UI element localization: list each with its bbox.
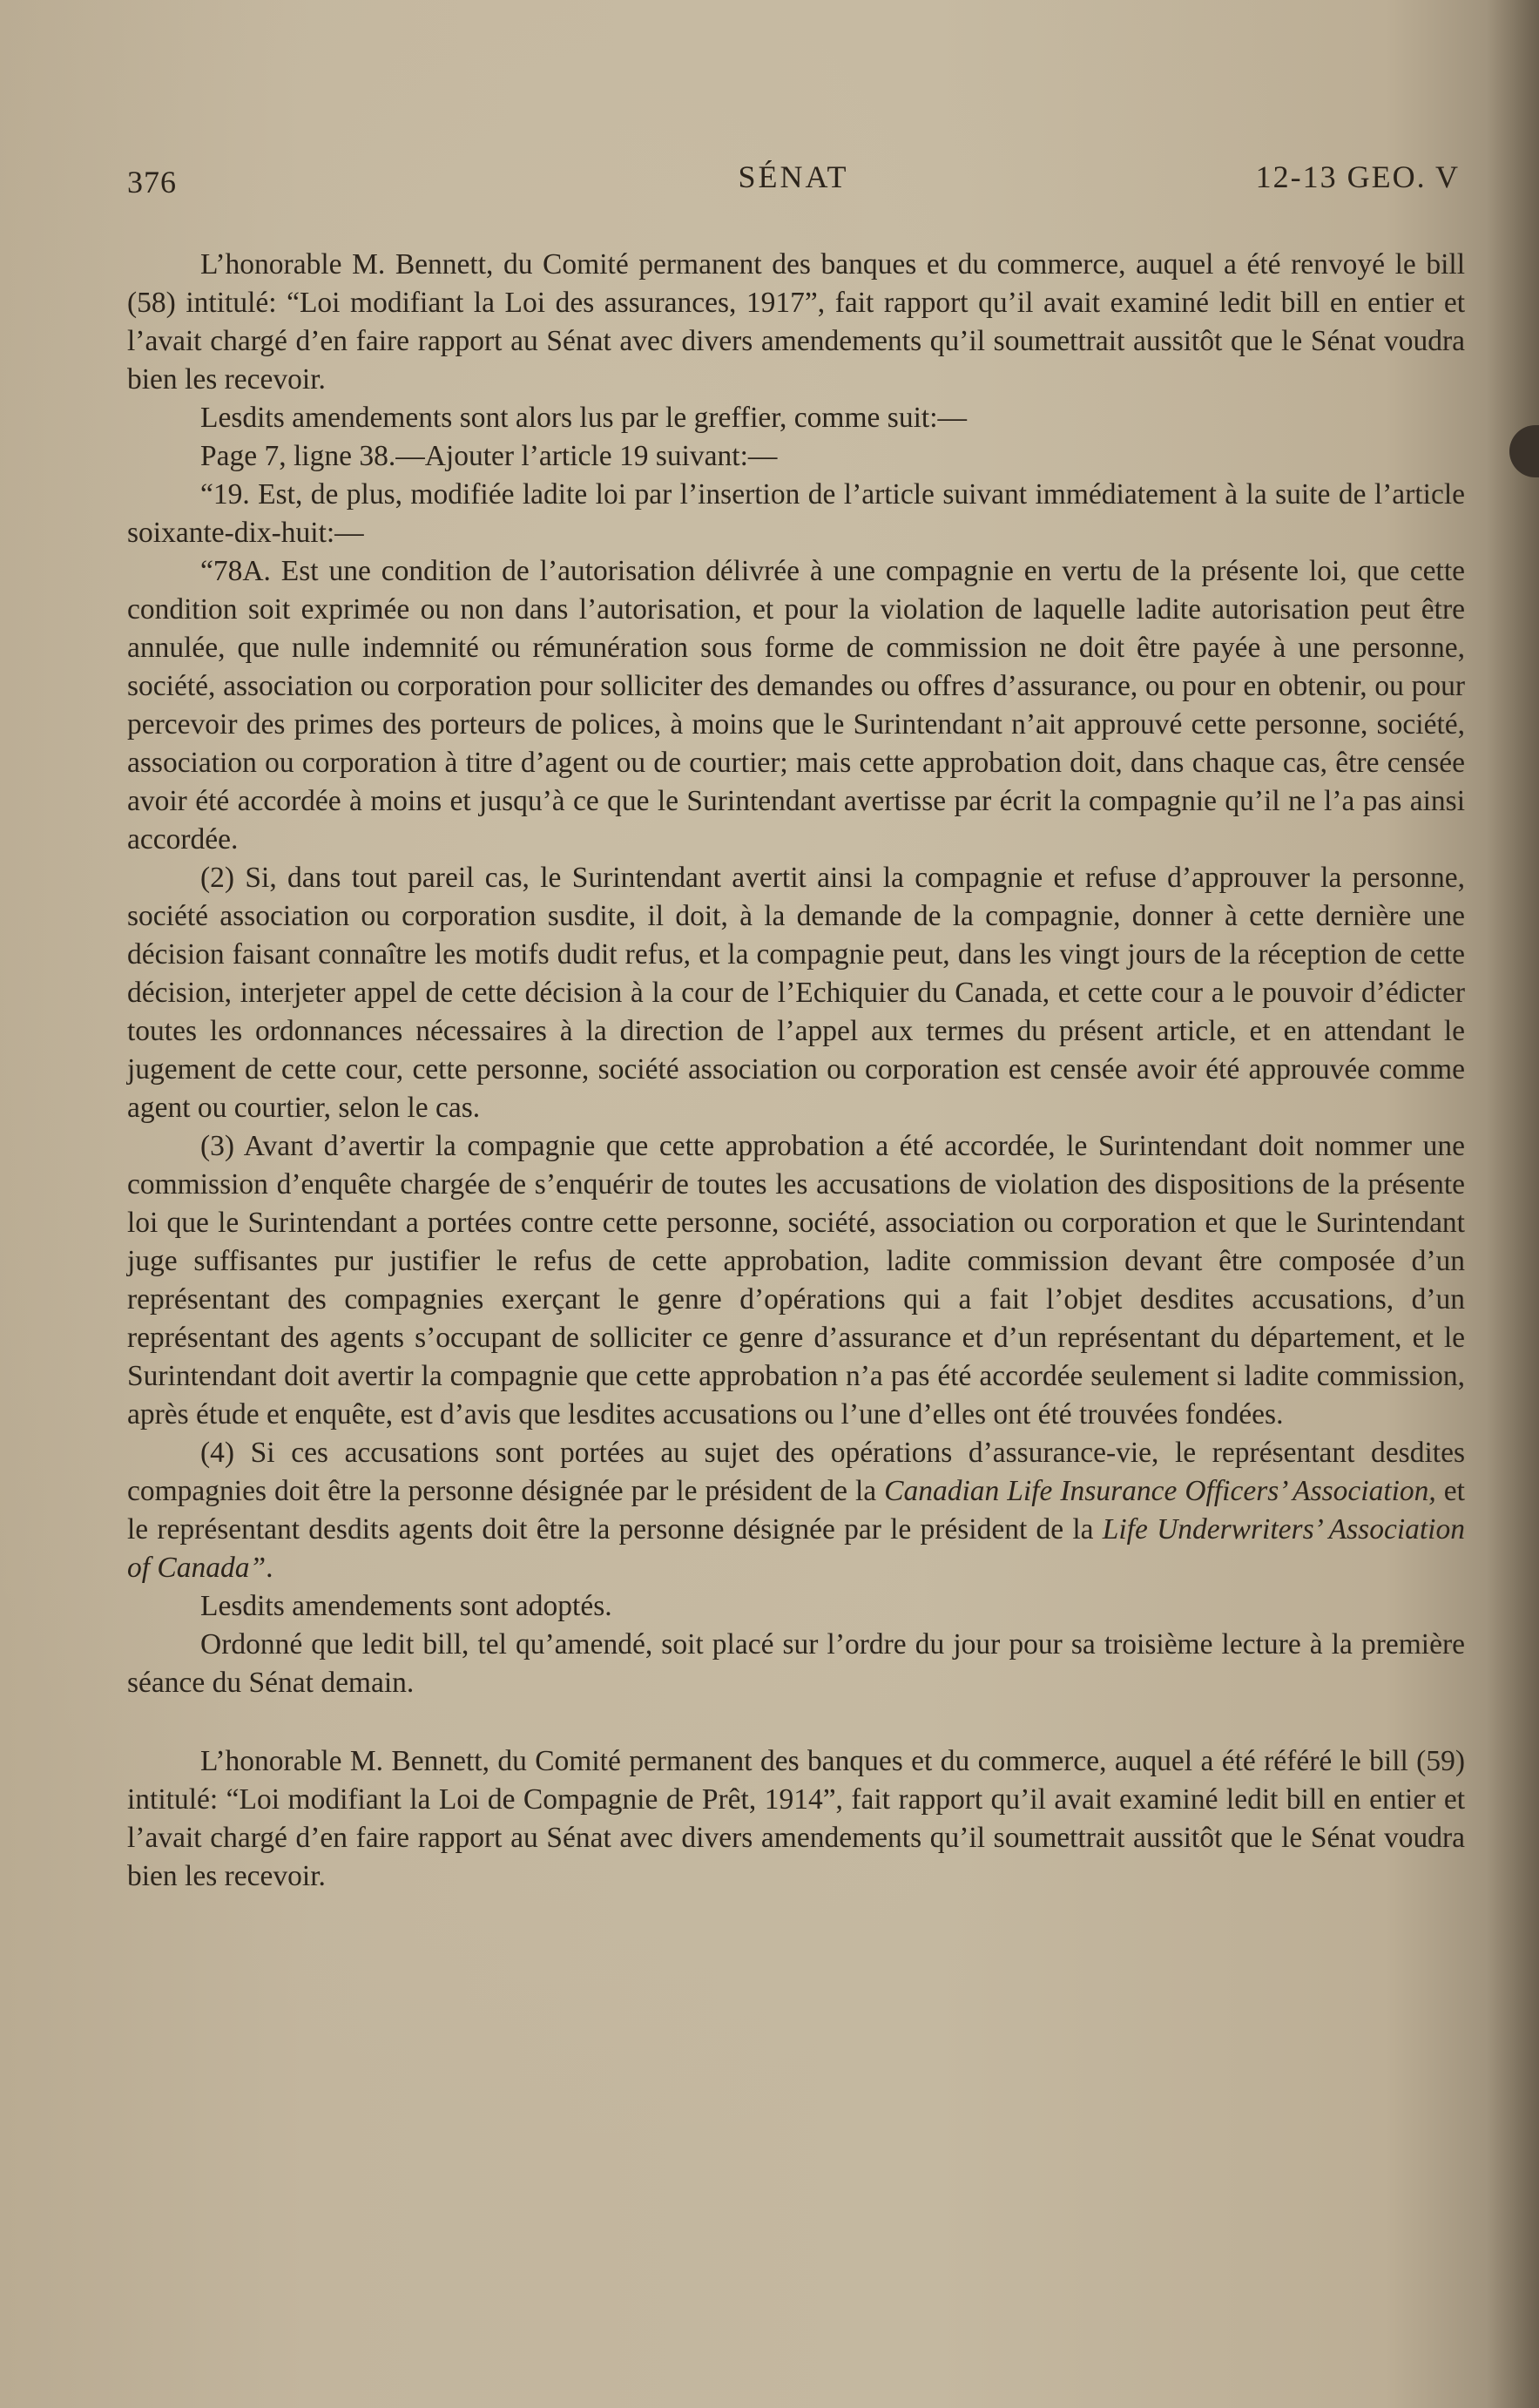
subsection-4-middle: et le représentant desdits agents doit être la personne désignée par le président de la: [127, 1475, 1465, 1546]
paragraph-page-line: Page 7, ligne 38.—Ajouter l’article 19 suivant:—: [200, 440, 778, 472]
subsection-4-before: (4) Si ces accusations sont portées au sujet des opérations d’assurance-vie, le représentant desdites compagnies doit être la personne désignée par le président de la: [127, 1437, 1465, 1507]
paragraph-section-19: “19. Est, de plus, modifiée ladite loi par l’insertion de l’article suivant immédiatement à la suite de l’article soixante-dix-huit:—: [127, 478, 1465, 549]
paragraph-section-78a: “78A. Est une condition de l’autorisation délivrée à une compagnie en vertu de la présente loi, que cette condition soit exprimée ou non dans l’autorisation, et pour la violation de laquelle ladite autorisation peut être annulée, que nulle indemnité ou rémunération sous forme de commission ne doit être payée à une personne, société, association ou corporation pour solliciter des demandes ou offres d’assurance, ou pour en obtenir, ou pour percevoir des primes des porteurs de polices, à moins que le Surintendant n’ait approuvé cette personne, société, association ou corporation à titre d’agent ou de courtier; mais cette approbation doit, dans chaque cas, être censée avoir été accordée à moins et jusqu’à ce que le Surintendant avertisse par écrit la compagnie qu’il ne l’a pas ainsi accordée.: [127, 555, 1465, 856]
running-header: [127, 159, 1460, 202]
paragraph-subsection-2: (2) Si, dans tout pareil cas, le Surintendant avertit ainsi la compagnie et refuse d’approuver la personne, société association ou corporation susdite, il doit, à la demande de la compagnie, donner à cette dernière une décision faisant connaître les motifs dudit refus, et la compagnie peut, dans les vingt jours de la réception de cette décision, interjeter appel de cette décision à la cour de l’Echiquier du Canada, et cette cour a le pouvoir d’édicter toutes les ordonnances nécessaires à la direction de l’appel aux termes du présent article, et en attendant le jugement de cette cour, cette personne, société association ou corporation est censée avoir été approuvée comme agent ou courtier, selon le cas.: [127, 862, 1465, 1124]
association-name-2: Life Underwriters’ Association of Canada”: [127, 1513, 1465, 1584]
book-spine-shadow: [1487, 0, 1539, 2408]
paragraph-third-reading-order: Ordonné que ledit bill, tel qu’amendé, soit placé sur l’ordre du jour pour sa troisième lecture à la première séance du Sénat demain.: [127, 1628, 1465, 1699]
association-name-1: Canadian Life Insurance Officers’ Association,: [884, 1475, 1436, 1507]
regnal-year: 12-13 GEO. V: [1255, 159, 1460, 194]
running-title: SÉNAT: [738, 159, 849, 194]
paragraph-subsection-4: [127, 1434, 1465, 1587]
paragraph-amendments-adopted: Lesdits amendements sont adoptés.: [200, 1590, 612, 1622]
paragraph-amendments-read: Lesdits amendements sont alors lus par le greffier, comme suit:—: [200, 402, 967, 434]
paragraph-report-bill-59: L’honorable M. Bennett, du Comité permanent des banques et du commerce, auquel a été référé le bill (59) intitulé: “Loi modifiant la Loi de Compagnie de Prêt, 1914”, fait rapport qu’il avait examiné ledit bill en entier et l’avait chargé d’en faire rapport au Sénat avec divers amendements qu’il soumettrait aussitôt que le Sénat voudra bien les recevoir.: [127, 1745, 1465, 1892]
page-number: 376: [127, 165, 177, 200]
paragraph-report-bill-58: L’honorable M. Bennett, du Comité permanent des banques et du commerce, auquel a été renvoyé le bill (58) intitulé: “Loi modifiant la Loi des assurances, 1917”, fait rapport qu’il avait examiné ledit bill en entier et l’avait chargé d’en faire rapport au Sénat avec divers amendements qu’il soumettrait aussitôt que le Sénat voudra bien les recevoir.: [127, 248, 1465, 396]
document-body: [127, 246, 1465, 1896]
paragraph-subsection-3: (3) Avant d’avertir la compagnie que cette approbation a été accordée, le Surintendant doit nommer une commission d’enquête chargée de s’enquérir de toutes les accusations de violation des dispositions de la présente loi que le Surintendant a portées contre cette personne, société, association ou corporation et que le Surintendant juge suffisantes pur justifier le refus de cette approbation, ladite commission devant être composée d’un représentant des compagnies exerçant le genre d’opérations qui a fait l’objet desdites accusations, d’un représentant des agents s’occupant de solliciter ce genre d’assurance et d’un représentant du département, et le Surintendant doit avertir la compagnie que cette approbation n’a pas été accordée seulement si ladite commission, après étude et enquête, est d’avis que lesdites accusations ou l’une d’elles ont été trouvées fondées.: [127, 1130, 1465, 1431]
subsection-4-after: .: [266, 1552, 273, 1584]
